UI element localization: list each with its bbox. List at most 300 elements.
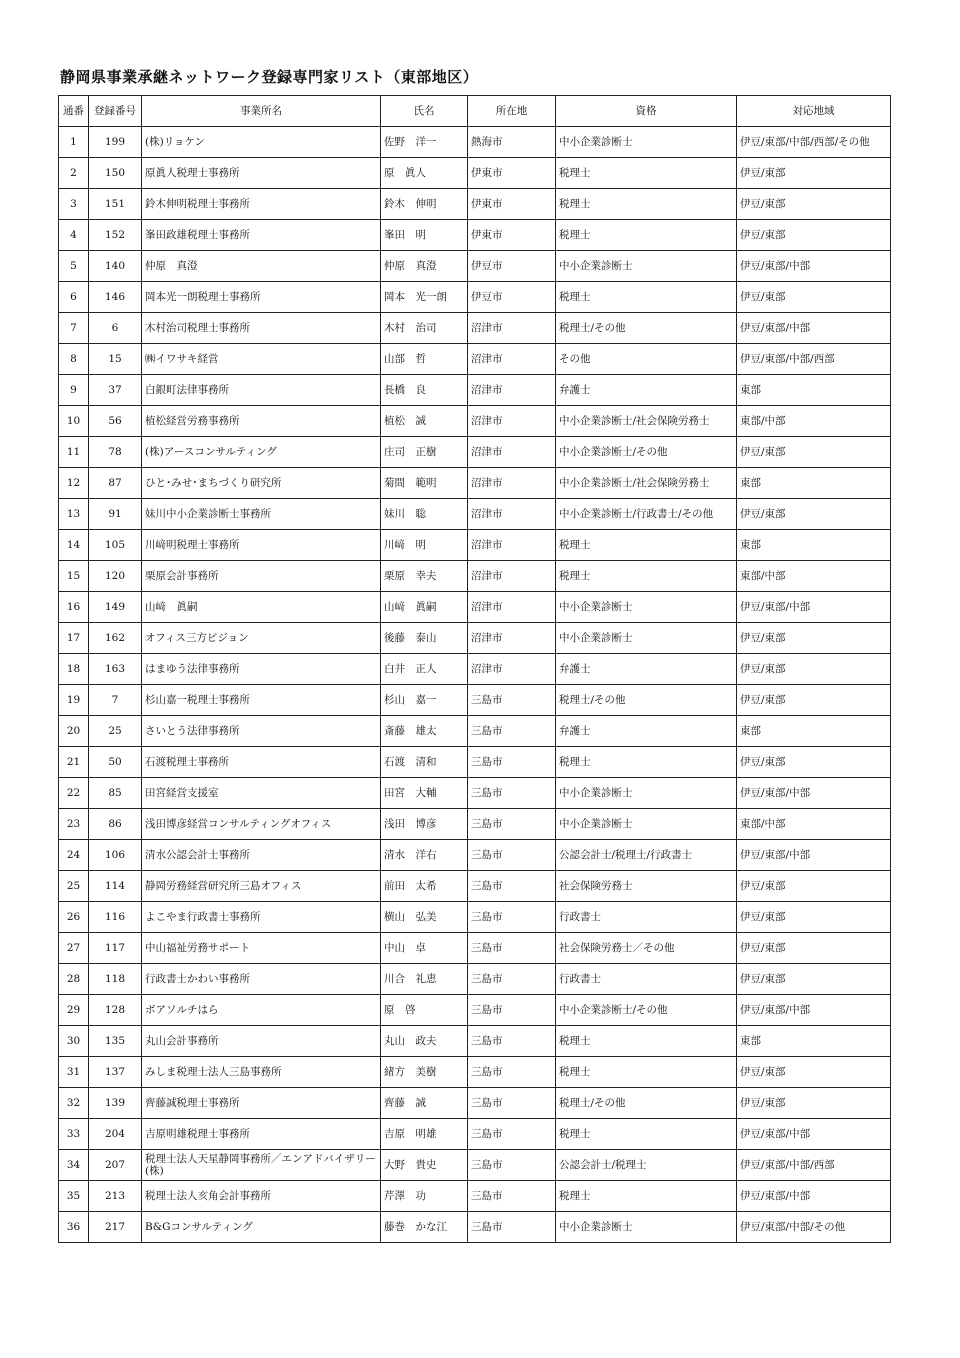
cell-city: 沼津市: [468, 592, 556, 623]
table-row: [59, 1119, 891, 1150]
cell-area: 伊豆/東部: [737, 220, 891, 251]
cell-city: 三島市: [468, 747, 556, 778]
cell-qualification: 税理士: [556, 561, 737, 592]
cell-registration-number: 116: [89, 902, 142, 933]
cell-qualification: 行政書士: [556, 964, 737, 995]
cell-office-name: オフィス三方ビジョン: [142, 623, 381, 654]
table-row: [59, 437, 891, 468]
cell-person-name: 山部 哲: [381, 344, 468, 375]
cell-registration-number: 137: [89, 1057, 142, 1088]
cell-qualification: 公認会計士/税理士/行政書士: [556, 840, 737, 871]
cell-registration-number: 152: [89, 220, 142, 251]
cell-qualification: 税理士/その他: [556, 1088, 737, 1119]
table-row: [59, 685, 891, 716]
cell-qualification: 税理士: [556, 530, 737, 561]
cell-qualification: 弁護士: [556, 716, 737, 747]
cell-office-name: 原眞人税理士事務所: [142, 158, 381, 189]
table-row: [59, 1212, 891, 1243]
cell-qualification: 税理士: [556, 1026, 737, 1057]
cell-office-name: 石渡税理士事務所: [142, 747, 381, 778]
cell-registration-number: 25: [89, 716, 142, 747]
cell-registration-number: 56: [89, 406, 142, 437]
cell-office-name: みしま税理士法人三島事務所: [142, 1057, 381, 1088]
cell-area: 伊豆/東部: [737, 623, 891, 654]
cell-person-name: 大野 貴史: [381, 1150, 468, 1181]
cell-qualification: 中小企業診断士/社会保険労務士: [556, 468, 737, 499]
cell-area: 伊豆/東部: [737, 189, 891, 220]
table-row: [59, 530, 891, 561]
cell-city: 伊東市: [468, 158, 556, 189]
cell-registration-number: 217: [89, 1212, 142, 1243]
cell-city: 三島市: [468, 1181, 556, 1212]
cell-city: 三島市: [468, 1150, 556, 1181]
cell-city: 伊豆市: [468, 251, 556, 282]
cell-area: 伊豆/東部/中部: [737, 313, 891, 344]
cell-no: 34: [59, 1150, 89, 1181]
cell-city: 三島市: [468, 933, 556, 964]
cell-registration-number: 199: [89, 127, 142, 158]
column-header-name: 氏名: [381, 96, 468, 127]
cell-office-name: ひと･みせ･まちづくり研究所: [142, 468, 381, 499]
cell-city: 三島市: [468, 809, 556, 840]
cell-registration-number: 117: [89, 933, 142, 964]
cell-area: 東部/中部: [737, 406, 891, 437]
cell-office-name: 中山福祉労務サポート: [142, 933, 381, 964]
cell-person-name: 斎藤 雄太: [381, 716, 468, 747]
table-row: [59, 871, 891, 902]
cell-area: 東部/中部: [737, 561, 891, 592]
cell-no: 28: [59, 964, 89, 995]
table-row: [59, 592, 891, 623]
cell-no: 3: [59, 189, 89, 220]
table-row: [59, 809, 891, 840]
cell-no: 1: [59, 127, 89, 158]
cell-city: 沼津市: [468, 530, 556, 561]
cell-person-name: 佐野 洋一: [381, 127, 468, 158]
cell-no: 14: [59, 530, 89, 561]
cell-no: 11: [59, 437, 89, 468]
cell-person-name: 白井 正人: [381, 654, 468, 685]
cell-registration-number: 106: [89, 840, 142, 871]
cell-area: 伊豆/東部: [737, 1088, 891, 1119]
cell-office-name: B&Gコンサルティング: [142, 1212, 381, 1243]
table-row: [59, 716, 891, 747]
cell-qualification: 中小企業診断士/その他: [556, 995, 737, 1026]
cell-no: 22: [59, 778, 89, 809]
cell-city: 沼津市: [468, 499, 556, 530]
cell-city: 三島市: [468, 1088, 556, 1119]
cell-person-name: 横山 弘美: [381, 902, 468, 933]
cell-no: 10: [59, 406, 89, 437]
cell-qualification: 税理士: [556, 189, 737, 220]
cell-city: 沼津市: [468, 561, 556, 592]
cell-person-name: 菊間 範明: [381, 468, 468, 499]
cell-qualification: その他: [556, 344, 737, 375]
cell-area: 伊豆/東部: [737, 282, 891, 313]
table-row: [59, 840, 891, 871]
cell-area: 伊豆/東部/中部: [737, 1181, 891, 1212]
cell-office-name: 齊藤誠税理士事務所: [142, 1088, 381, 1119]
cell-person-name: 丸山 政夫: [381, 1026, 468, 1057]
cell-office-name: 妹川中小企業診断士事務所: [142, 499, 381, 530]
cell-person-name: 芹澤 功: [381, 1181, 468, 1212]
cell-city: 沼津市: [468, 468, 556, 499]
cell-person-name: 妹川 聡: [381, 499, 468, 530]
cell-area: 伊豆/東部/中部: [737, 251, 891, 282]
cell-registration-number: 128: [89, 995, 142, 1026]
cell-city: 三島市: [468, 840, 556, 871]
table-row: [59, 1026, 891, 1057]
table-row: [59, 344, 891, 375]
cell-no: 13: [59, 499, 89, 530]
cell-office-name: 税理士法人亥角会計事務所: [142, 1181, 381, 1212]
cell-no: 9: [59, 375, 89, 406]
table-header: [59, 96, 891, 127]
cell-qualification: 税理士: [556, 1057, 737, 1088]
cell-no: 4: [59, 220, 89, 251]
cell-area: 東部: [737, 1026, 891, 1057]
cell-area: 伊豆/東部: [737, 499, 891, 530]
cell-area: 伊豆/東部/中部: [737, 592, 891, 623]
cell-person-name: 田宮 大輔: [381, 778, 468, 809]
cell-person-name: 石渡 清和: [381, 747, 468, 778]
cell-person-name: 中山 卓: [381, 933, 468, 964]
cell-no: 29: [59, 995, 89, 1026]
table-row: [59, 1181, 891, 1212]
table-row: [59, 499, 891, 530]
cell-person-name: 鈴木 伸明: [381, 189, 468, 220]
cell-registration-number: 87: [89, 468, 142, 499]
cell-no: 27: [59, 933, 89, 964]
table-row: [59, 561, 891, 592]
cell-qualification: 中小企業診断士/行政書士/その他: [556, 499, 737, 530]
cell-registration-number: 78: [89, 437, 142, 468]
cell-no: 31: [59, 1057, 89, 1088]
cell-office-name: 静岡労務経営研究所三島オフィス: [142, 871, 381, 902]
cell-no: 15: [59, 561, 89, 592]
cell-area: 東部: [737, 468, 891, 499]
cell-qualification: 税理士: [556, 1119, 737, 1150]
cell-person-name: 庄司 正樹: [381, 437, 468, 468]
cell-person-name: 岡本 光一朗: [381, 282, 468, 313]
cell-registration-number: 120: [89, 561, 142, 592]
cell-registration-number: 207: [89, 1150, 142, 1181]
cell-qualification: 公認会計士/税理士: [556, 1150, 737, 1181]
cell-registration-number: 146: [89, 282, 142, 313]
cell-office-name: 浅田博彦経営コンサルティングオフィス: [142, 809, 381, 840]
cell-no: 18: [59, 654, 89, 685]
cell-person-name: 浅田 博彦: [381, 809, 468, 840]
table-row: [59, 623, 891, 654]
cell-area: 伊豆/東部/中部/西部: [737, 1150, 891, 1181]
cell-qualification: 税理士: [556, 158, 737, 189]
table-row: [59, 964, 891, 995]
cell-office-name: 行政書士かわい事務所: [142, 964, 381, 995]
cell-qualification: 中小企業診断士: [556, 127, 737, 158]
cell-city: 三島市: [468, 871, 556, 902]
cell-office-name: 岡本光一朗税理士事務所: [142, 282, 381, 313]
cell-qualification: 中小企業診断士: [556, 778, 737, 809]
table-row: [59, 189, 891, 220]
cell-qualification: 税理士/その他: [556, 685, 737, 716]
cell-area: 東部: [737, 530, 891, 561]
cell-no: 5: [59, 251, 89, 282]
cell-qualification: 税理士: [556, 747, 737, 778]
cell-area: 伊豆/東部: [737, 933, 891, 964]
cell-city: 沼津市: [468, 406, 556, 437]
cell-no: 30: [59, 1026, 89, 1057]
cell-city: 三島市: [468, 995, 556, 1026]
table-row: [59, 220, 891, 251]
cell-area: 伊豆/東部: [737, 437, 891, 468]
cell-no: 25: [59, 871, 89, 902]
cell-area: 伊豆/東部/中部: [737, 840, 891, 871]
table-row: [59, 995, 891, 1026]
cell-person-name: 栗原 幸夫: [381, 561, 468, 592]
column-header-area: 対応地域: [737, 96, 891, 127]
cell-area: 東部: [737, 716, 891, 747]
cell-registration-number: 163: [89, 654, 142, 685]
cell-qualification: 中小企業診断士: [556, 592, 737, 623]
cell-area: 伊豆/東部: [737, 871, 891, 902]
cell-registration-number: 140: [89, 251, 142, 282]
cell-qualification: 弁護士: [556, 654, 737, 685]
cell-city: 三島市: [468, 1119, 556, 1150]
cell-qualification: 中小企業診断士: [556, 1212, 737, 1243]
cell-person-name: 原 眞人: [381, 158, 468, 189]
cell-person-name: 植松 誠: [381, 406, 468, 437]
table-row: [59, 282, 891, 313]
cell-area: 伊豆/東部: [737, 158, 891, 189]
cell-qualification: 税理士: [556, 1181, 737, 1212]
cell-office-name: さいとう法律事務所: [142, 716, 381, 747]
table-row: [59, 933, 891, 964]
page-title: 静岡県事業承継ネットワーク登録専門家リスト（東部地区）: [60, 68, 479, 86]
cell-office-name: 杉山嘉一税理士事務所: [142, 685, 381, 716]
cell-person-name: 川合 礼恵: [381, 964, 468, 995]
cell-office-name: 木村治司税理士事務所: [142, 313, 381, 344]
cell-registration-number: 118: [89, 964, 142, 995]
cell-person-name: 長橋 良: [381, 375, 468, 406]
cell-area: 伊豆/東部/中部/西部/その他: [737, 127, 891, 158]
cell-office-name: 鈴木伸明税理士事務所: [142, 189, 381, 220]
header-row: [59, 96, 891, 127]
cell-office-name: 植松経営労務事務所: [142, 406, 381, 437]
cell-office-name: はまゆう法律事務所: [142, 654, 381, 685]
cell-registration-number: 7: [89, 685, 142, 716]
cell-no: 33: [59, 1119, 89, 1150]
cell-registration-number: 213: [89, 1181, 142, 1212]
cell-no: 26: [59, 902, 89, 933]
cell-city: 三島市: [468, 1212, 556, 1243]
cell-no: 19: [59, 685, 89, 716]
table-row: [59, 313, 891, 344]
cell-person-name: 山﨑 眞嗣: [381, 592, 468, 623]
cell-office-name: 税理士法人天星静岡事務所／エンアドバイザリー(株): [142, 1150, 381, 1181]
cell-city: 沼津市: [468, 313, 556, 344]
cell-qualification: 中小企業診断士/社会保険労務士: [556, 406, 737, 437]
cell-city: 三島市: [468, 1026, 556, 1057]
cell-qualification: 税理士: [556, 282, 737, 313]
cell-city: 沼津市: [468, 437, 556, 468]
table-row: [59, 468, 891, 499]
cell-registration-number: 204: [89, 1119, 142, 1150]
cell-area: 伊豆/東部: [737, 685, 891, 716]
cell-city: 沼津市: [468, 375, 556, 406]
cell-no: 2: [59, 158, 89, 189]
cell-office-name: 川﨑明税理士事務所: [142, 530, 381, 561]
cell-person-name: 後藤 泰山: [381, 623, 468, 654]
cell-city: 三島市: [468, 1057, 556, 1088]
cell-office-name: ㈱イワサキ経営: [142, 344, 381, 375]
cell-no: 6: [59, 282, 89, 313]
cell-qualification: 社会保険労務士: [556, 871, 737, 902]
cell-office-name: (株)アースコンサルティング: [142, 437, 381, 468]
cell-registration-number: 6: [89, 313, 142, 344]
cell-qualification: 中小企業診断士: [556, 809, 737, 840]
cell-registration-number: 105: [89, 530, 142, 561]
cell-no: 16: [59, 592, 89, 623]
cell-office-name: 仲原 真澄: [142, 251, 381, 282]
cell-person-name: 峯田 明: [381, 220, 468, 251]
cell-no: 24: [59, 840, 89, 871]
cell-registration-number: 151: [89, 189, 142, 220]
cell-area: 伊豆/東部/中部/その他: [737, 1212, 891, 1243]
cell-person-name: 齊藤 誠: [381, 1088, 468, 1119]
cell-city: 伊東市: [468, 220, 556, 251]
cell-registration-number: 149: [89, 592, 142, 623]
cell-city: 三島市: [468, 964, 556, 995]
cell-qualification: 社会保険労務士／その他: [556, 933, 737, 964]
cell-office-name: 清水公認会計士事務所: [142, 840, 381, 871]
cell-city: 沼津市: [468, 654, 556, 685]
cell-registration-number: 91: [89, 499, 142, 530]
cell-city: 三島市: [468, 902, 556, 933]
cell-qualification: 中小企業診断士: [556, 251, 737, 282]
cell-no: 35: [59, 1181, 89, 1212]
cell-person-name: 杉山 嘉一: [381, 685, 468, 716]
cell-no: 36: [59, 1212, 89, 1243]
cell-person-name: 藤巻 かな江: [381, 1212, 468, 1243]
column-header-reg: 登録番号: [89, 96, 142, 127]
cell-city: 熱海市: [468, 127, 556, 158]
cell-area: 伊豆/東部/中部: [737, 1119, 891, 1150]
cell-no: 21: [59, 747, 89, 778]
cell-area: 東部/中部: [737, 809, 891, 840]
table-row: [59, 778, 891, 809]
cell-city: 沼津市: [468, 623, 556, 654]
cell-city: 伊東市: [468, 189, 556, 220]
table-row: [59, 1057, 891, 1088]
table-body: [59, 127, 891, 1243]
cell-registration-number: 150: [89, 158, 142, 189]
cell-person-name: 仲原 真澄: [381, 251, 468, 282]
cell-qualification: 弁護士: [556, 375, 737, 406]
cell-person-name: 緒方 美樹: [381, 1057, 468, 1088]
cell-qualification: 中小企業診断士/その他: [556, 437, 737, 468]
cell-registration-number: 15: [89, 344, 142, 375]
table-row: [59, 747, 891, 778]
column-header-no: 通番: [59, 96, 89, 127]
cell-city: 三島市: [468, 778, 556, 809]
cell-registration-number: 50: [89, 747, 142, 778]
cell-registration-number: 114: [89, 871, 142, 902]
cell-area: 伊豆/東部: [737, 964, 891, 995]
cell-no: 7: [59, 313, 89, 344]
cell-office-name: (株)リョケン: [142, 127, 381, 158]
cell-area: 伊豆/東部: [737, 1057, 891, 1088]
cell-city: 三島市: [468, 685, 556, 716]
cell-registration-number: 139: [89, 1088, 142, 1119]
cell-person-name: 原 啓: [381, 995, 468, 1026]
cell-registration-number: 135: [89, 1026, 142, 1057]
cell-registration-number: 37: [89, 375, 142, 406]
table-row: [59, 251, 891, 282]
expert-list-table: [58, 95, 891, 1243]
cell-no: 32: [59, 1088, 89, 1119]
cell-area: 東部: [737, 375, 891, 406]
cell-area: 伊豆/東部/中部: [737, 995, 891, 1026]
cell-no: 23: [59, 809, 89, 840]
table-row: [59, 406, 891, 437]
table-row: [59, 1088, 891, 1119]
table-row: [59, 127, 891, 158]
cell-no: 8: [59, 344, 89, 375]
cell-area: 伊豆/東部/中部/西部: [737, 344, 891, 375]
cell-qualification: 税理士: [556, 220, 737, 251]
cell-office-name: よこやま行政書士事務所: [142, 902, 381, 933]
table-row: [59, 375, 891, 406]
cell-office-name: 栗原会計事務所: [142, 561, 381, 592]
column-header-office: 事業所名: [142, 96, 381, 127]
cell-qualification: 税理士/その他: [556, 313, 737, 344]
column-header-city: 所在地: [468, 96, 556, 127]
cell-no: 17: [59, 623, 89, 654]
table-row: [59, 1150, 891, 1181]
cell-office-name: ボアソルチはら: [142, 995, 381, 1026]
cell-person-name: 前田 太希: [381, 871, 468, 902]
cell-office-name: 吉原明雄税理士事務所: [142, 1119, 381, 1150]
cell-person-name: 吉原 明雄: [381, 1119, 468, 1150]
table-row: [59, 158, 891, 189]
cell-area: 伊豆/東部: [737, 654, 891, 685]
cell-person-name: 清水 洋右: [381, 840, 468, 871]
cell-no: 12: [59, 468, 89, 499]
cell-area: 伊豆/東部: [737, 747, 891, 778]
cell-area: 伊豆/東部/中部: [737, 778, 891, 809]
cell-city: 三島市: [468, 716, 556, 747]
cell-person-name: 川﨑 明: [381, 530, 468, 561]
cell-office-name: 峯田政雄税理士事務所: [142, 220, 381, 251]
cell-office-name: 白銀町法律事務所: [142, 375, 381, 406]
cell-office-name: 田宮経営支援室: [142, 778, 381, 809]
cell-qualification: 中小企業診断士: [556, 623, 737, 654]
cell-office-name: 山﨑 眞嗣: [142, 592, 381, 623]
cell-office-name: 丸山会計事務所: [142, 1026, 381, 1057]
cell-city: 伊豆市: [468, 282, 556, 313]
table-row: [59, 902, 891, 933]
cell-registration-number: 86: [89, 809, 142, 840]
table-row: [59, 654, 891, 685]
cell-area: 伊豆/東部: [737, 902, 891, 933]
cell-city: 沼津市: [468, 344, 556, 375]
cell-qualification: 行政書士: [556, 902, 737, 933]
column-header-qualification: 資格: [556, 96, 737, 127]
cell-no: 20: [59, 716, 89, 747]
cell-registration-number: 85: [89, 778, 142, 809]
cell-registration-number: 162: [89, 623, 142, 654]
cell-person-name: 木村 治司: [381, 313, 468, 344]
